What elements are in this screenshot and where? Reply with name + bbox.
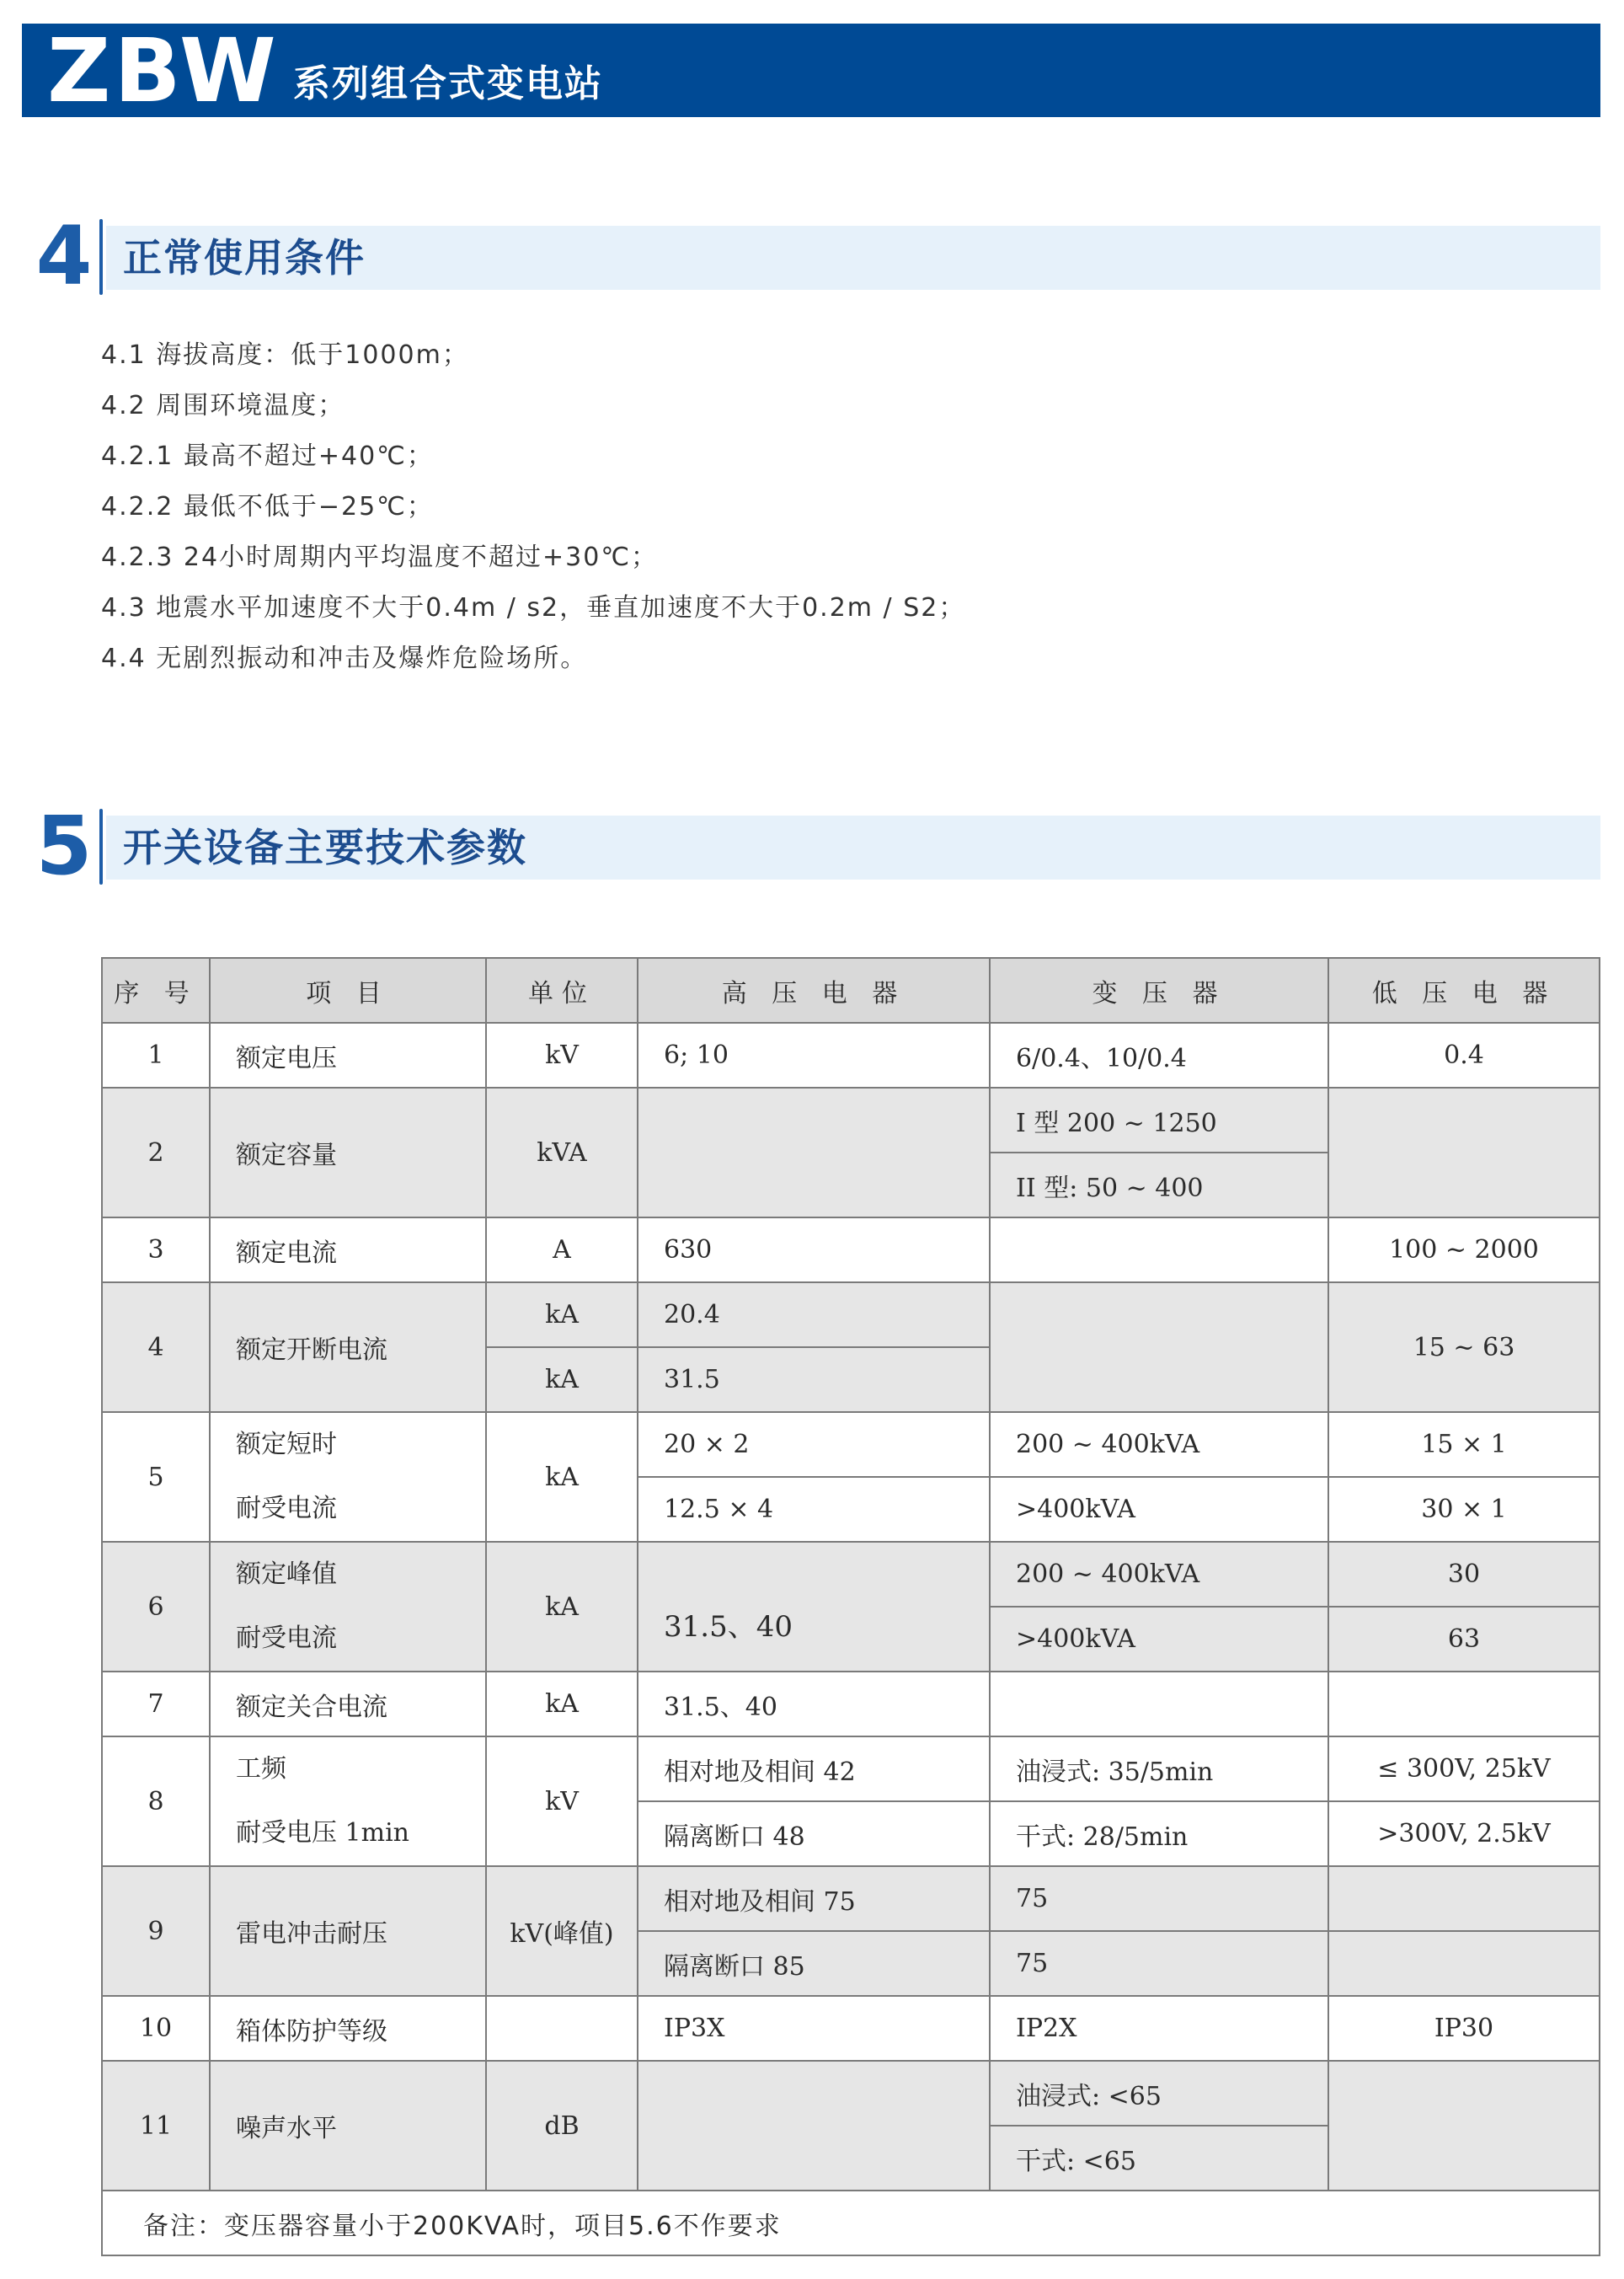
table-header-row — [102, 958, 1600, 1023]
cell-transformer: 油浸式: <65 — [990, 2061, 1328, 2126]
cell-no: 3 — [102, 1217, 210, 1282]
section-number: 5 — [35, 799, 93, 893]
cell-lv: 15 × 1 — [1328, 1412, 1600, 1477]
cell-no: 4 — [102, 1282, 210, 1412]
cell-unit: kA — [486, 1542, 638, 1672]
section-divider — [99, 219, 103, 295]
usage-conditions-list — [101, 330, 965, 684]
cell-lv — [1328, 1088, 1600, 1217]
technical-parameters-table — [101, 957, 1600, 2256]
cell-no: 1 — [102, 1023, 210, 1088]
header-unit: 单位 — [486, 958, 638, 1023]
cell-hv: 630 — [638, 1217, 990, 1282]
cell-unit: kA — [486, 1412, 638, 1542]
table-row — [102, 1736, 1600, 1801]
cell-no: 9 — [102, 1866, 210, 1996]
cell-hv: 31.5、40 — [638, 1672, 990, 1736]
cell-item: 雷电冲击耐压 — [210, 1866, 486, 1996]
cell-transformer: 75 — [990, 1866, 1328, 1931]
table-row — [102, 2061, 1600, 2126]
cell-hv: 隔离断口 48 — [638, 1801, 990, 1866]
table-row — [102, 1023, 1600, 1088]
cell-item: 额定容量 — [210, 1088, 486, 1217]
cell-lv: >300V, 2.5kV — [1328, 1801, 1600, 1866]
cell-no: 6 — [102, 1542, 210, 1672]
cell-item — [210, 1542, 486, 1672]
cell-transformer — [990, 1282, 1328, 1412]
table-row — [102, 1996, 1600, 2061]
header-transformer: 变 压 器 — [990, 958, 1328, 1023]
cell-transformer: IP2X — [990, 1996, 1328, 2061]
item-line: 耐受电压 1min — [236, 1818, 409, 1848]
header-item: 项 目 — [210, 958, 486, 1023]
cell-unit — [486, 1996, 638, 2061]
section-title: 正常使用条件 — [123, 235, 366, 281]
cell-transformer: 油浸式: 35/5min — [990, 1736, 1328, 1801]
cell-unit: dB — [486, 2061, 638, 2191]
cell-hv: IP3X — [638, 1996, 990, 2061]
condition-item: 4.4 无剧烈振动和冲击及爆炸危险场所。 — [101, 644, 588, 673]
cell-item: 额定开断电流 — [210, 1282, 486, 1412]
header-no: 序 号 — [102, 958, 210, 1023]
cell-no: 7 — [102, 1672, 210, 1736]
cell-lv: ≤ 300V, 25kV — [1328, 1736, 1600, 1801]
cell-item — [210, 1736, 486, 1866]
table-note: 备注：变压器容量小于200KVA时，项目5.6不作要求 — [102, 2191, 1600, 2255]
cell-item: 额定电流 — [210, 1217, 486, 1282]
cell-item: 额定电压 — [210, 1023, 486, 1088]
cell-unit: kVA — [486, 1088, 638, 1217]
cell-hv: 20 × 2 — [638, 1412, 990, 1477]
cell-transformer: II 型: 50 ~ 400 — [990, 1153, 1328, 1217]
cell-lv: 30 × 1 — [1328, 1477, 1600, 1542]
cell-lv: 100 ~ 2000 — [1328, 1217, 1600, 1282]
cell-unit: kA — [486, 1347, 638, 1412]
item-line: 额定峰值 — [236, 1559, 337, 1589]
page-header — [22, 19, 1600, 122]
cell-item: 额定关合电流 — [210, 1672, 486, 1736]
cell-transformer: >400kVA — [990, 1477, 1328, 1542]
cell-hv: 20.4 — [638, 1282, 990, 1347]
cell-unit: kV — [486, 1023, 638, 1088]
cell-lv-empty — [1328, 1931, 1600, 1996]
condition-item: 4.3 地震水平加速度不大于0.4m / s2，垂直加速度不大于0.2m / S2； — [101, 593, 966, 623]
cell-hv — [638, 2061, 990, 2191]
header-subtitle: 系列组合式变电站 — [293, 62, 603, 105]
item-line: 耐受电流 — [236, 1494, 337, 1523]
cell-transformer: 6/0.4、10/0.4 — [990, 1023, 1328, 1088]
cell-unit: kA — [486, 1282, 638, 1347]
condition-item: 4.1 海拔高度：低于1000m； — [101, 340, 469, 370]
cell-transformer: 200 ~ 400kVA — [990, 1542, 1328, 1607]
item-line: 额定短时 — [236, 1430, 337, 1459]
condition-item: 4.2.2 最低不低于−25℃； — [101, 492, 434, 522]
table-row — [102, 1412, 1600, 1477]
cell-no: 5 — [102, 1412, 210, 1542]
item-line: 耐受电流 — [236, 1624, 337, 1653]
cell-hv — [638, 1088, 990, 1217]
cell-lv: 30 — [1328, 1542, 1600, 1607]
cell-hv: 6; 10 — [638, 1023, 990, 1088]
section-number: 4 — [35, 209, 93, 303]
cell-item: 箱体防护等级 — [210, 1996, 486, 2061]
cell-hv: 12.5 × 4 — [638, 1477, 990, 1542]
cell-lv — [1328, 2061, 1600, 2191]
cell-no: 8 — [102, 1736, 210, 1866]
item-line: 工频 — [236, 1754, 286, 1784]
cell-unit: kV(峰值) — [486, 1866, 638, 1996]
header-hv: 高 压 电 器 — [638, 958, 990, 1023]
condition-item: 4.2.1 最高不超过+40℃； — [101, 441, 434, 471]
cell-no: 10 — [102, 1996, 210, 2061]
cell-transformer: 200 ~ 400kVA — [990, 1412, 1328, 1477]
section-title: 开关设备主要技术参数 — [123, 825, 527, 870]
table-row — [102, 1282, 1600, 1347]
cell-item — [210, 1412, 486, 1542]
header-lv: 低 压 电 器 — [1328, 958, 1600, 1023]
cell-transformer: 干式: <65 — [990, 2126, 1328, 2191]
cell-lv: 0.4 — [1328, 1023, 1600, 1088]
condition-item: 4.2.3 24小时周期内平均温度不超过+30℃； — [101, 543, 659, 572]
section-5-heading — [0, 799, 1624, 893]
table-note-row — [102, 2191, 1600, 2255]
cell-transformer — [990, 1672, 1328, 1736]
cell-hv: 31.5 — [638, 1347, 990, 1412]
cell-no: 2 — [102, 1088, 210, 1217]
condition-item: 4.2 周围环境温度； — [101, 391, 345, 420]
cell-no: 11 — [102, 2061, 210, 2191]
cell-transformer: 75 — [990, 1931, 1328, 1996]
table-row — [102, 1088, 1600, 1153]
cell-transformer — [990, 1217, 1328, 1282]
cell-unit: kV — [486, 1736, 638, 1866]
cell-hv: 隔离断口 85 — [638, 1931, 990, 1996]
cell-unit: A — [486, 1217, 638, 1282]
cell-lv: IP30 — [1328, 1996, 1600, 2061]
cell-lv — [1328, 1866, 1600, 1931]
cell-item: 噪声水平 — [210, 2061, 486, 2191]
brand-logo: ZBW — [47, 19, 280, 122]
cell-unit: kA — [486, 1672, 638, 1736]
section-divider — [99, 809, 103, 885]
cell-transformer: 干式: 28/5min — [990, 1801, 1328, 1866]
table-row — [102, 1672, 1600, 1736]
cell-hv: 相对地及相间 75 — [638, 1866, 990, 1931]
cell-lv: 15 ~ 63 — [1328, 1282, 1600, 1412]
section-4-heading — [0, 209, 1624, 303]
cell-hv: 31.5、40 — [638, 1542, 990, 1672]
cell-transformer: I 型 200 ~ 1250 — [990, 1088, 1328, 1153]
cell-transformer: >400kVA — [990, 1607, 1328, 1672]
cell-lv: 63 — [1328, 1607, 1600, 1672]
table-row — [102, 1866, 1600, 1931]
table-row — [102, 1542, 1600, 1607]
cell-hv: 相对地及相间 42 — [638, 1736, 990, 1801]
cell-lv — [1328, 1672, 1600, 1736]
table-row — [102, 1217, 1600, 1282]
